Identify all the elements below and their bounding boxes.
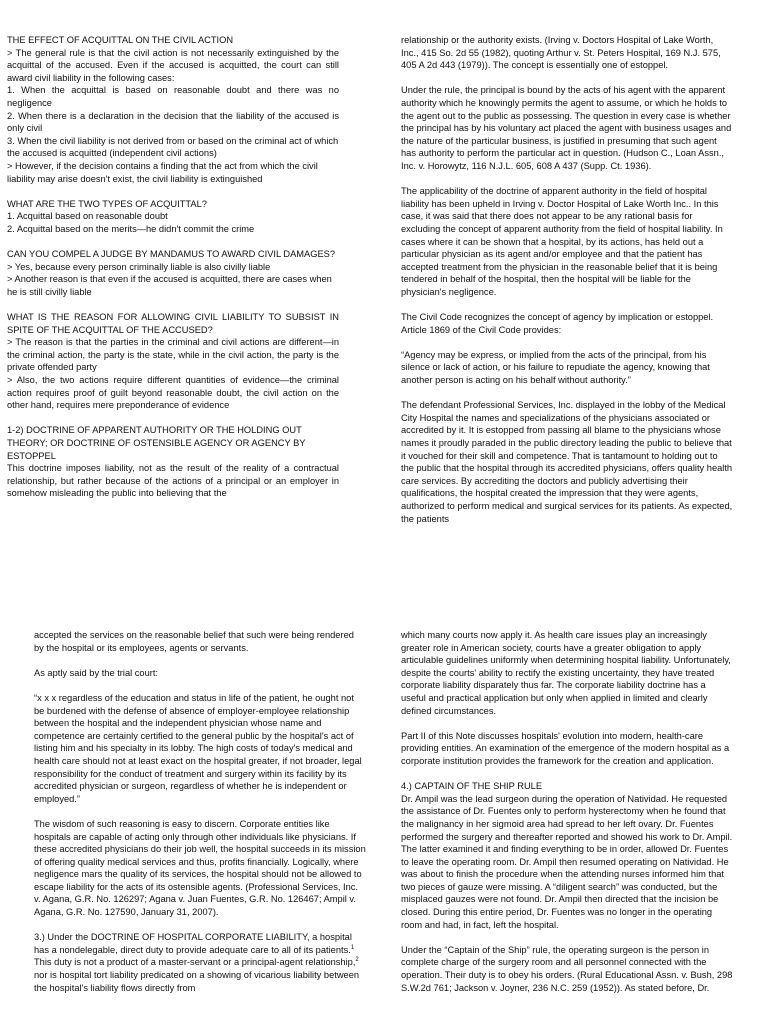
block-quote: “Agency may be express, or implied from the acts of the principal, from his silence or lack of action, or his failure to repudiate the agency, knowing that another person is acting on his behalf without authority.” <box>401 349 710 386</box>
paragraph: As aptly said by the trial court: <box>34 667 159 678</box>
paragraph: The Civil Code recognizes the concept of agency by implication or estoppel. Article 1869 of the Civil Code provides: <box>401 312 714 335</box>
paragraph: which many courts now apply it. As health care issues play an increasingly greater role in American society, courts have a greater obligation to apply articulable guidelines uniformly when determining hospital liability. Unfortunately, despite the courts' ability to rectify the existing uncertainty, they have treated corporate liability disparately thus far. The corporate liability doctrine has a useful and practical application but only when applied in limited and clearly defined circumstances. <box>401 630 731 716</box>
paragraph: accepted the services on the reasonable belief that such were being rendered by the hospital or its employees, agents or servants. <box>34 630 354 653</box>
corporate-liability-paragraph <box>34 931 366 994</box>
bottom-left-column <box>34 629 366 1024</box>
paragraph: The wisdom of such reasoning is easy to discern. Corporate entities like hospitals are capable of acting only through other individuals like physicians. If these accredited physicians do their job well, the hospital succeeds in its mission of offering quality medical services and thus, profits financially. Logically, where negligence mars the quality of its services, the hospital should not be allowed to escape liability for the acts of its ostensible agents. (Professional Services, Inc. v. Agana, G.R. No. 126297; Agana v. Juan Fuentes, G.R. No. 126467; Ampil v. Agana, G.R. No. 127590, January 31, 2007). <box>34 818 366 918</box>
text-segment: This duty is not a product of a master-servant or a principal-agent relationship, <box>34 957 356 968</box>
paragraph: Part II of this Note discusses hospitals' evolution into modern, health-care providing entities. An examination of the emergence of the modern hospital as a corporate institution provides the framework for the creation and application. <box>401 730 730 766</box>
block-quote: “x x x regardless of the education and status in life of the patient, he ought not be burdened with the defense of absence of employer-employee relationship between the hospital and the independent physician whose name and competence are certainly certified to the general public by the hospital's act of listing him and his specialty in its lobby. The high costs of today's medical and health care should not at least exact on the hospital greater, if not broader, legal responsibility for the conduct of treatment and surgery within its facility by its accredited physician or surgeon, regardless of whether he is independent or employed.” <box>34 692 362 804</box>
bottom-right-column <box>401 629 733 1024</box>
reason-line: > The reason is that the parties in the criminal and civil actions are different—in the criminal action, the party is the state, while in the civil action, the party is the private offended party <box>7 337 339 373</box>
text-segment: 3.) Under the DOCTRINE OF HOSPITAL CORPORATE LIABILITY, a hospital has a nondelegable, direct duty to provide adequate care to all of its patients. <box>34 932 352 955</box>
text-segment: nor is hospital tort liability predicated on a showing of vicarious liability between the hospital's liability flows directly from <box>34 970 360 993</box>
mandamus-line: > Yes, because every person criminally liable is also civilly liable <box>7 261 271 272</box>
effect-heading: THE EFFECT OF ACQUITTAL ON THE CIVIL ACTION <box>7 35 234 45</box>
effect-line: > The general rule is that the civil action is not necessarily extinguished by the acquittal of the accused. Even if the accused is acquitted, the court can still award civil liability in the following cases: <box>7 47 339 83</box>
effect-line: > However, if the decision contains a finding that the act from which the civil liability may arise doesn't exist, the civil liability is extinguished <box>7 160 318 184</box>
top-right-column <box>401 34 733 556</box>
doctrine-text: This doctrine imposes liability, not as the result of the reality of a contractual relationship, but rather because of the actions of a principal or an employer in somehow misleading the public into believing that the <box>7 463 339 499</box>
effect-line: 1. When the acquittal is based on reasonable doubt and there was no negligence <box>7 85 339 108</box>
captain-heading: 4.) CAPTAIN OF THE SHIP RULE <box>401 781 543 792</box>
footnote-marker: 2 <box>355 957 359 964</box>
paragraph: The defendant Professional Services, Inc. displayed in the lobby of the Medical City Hospital the names and specializations of the physicians associated or accredited by it. It is estopped from passing all blame to the physicians whose names it proudly paraded in the public directory leading the public to believe that it vouched for their skill and competence. That is tantamount to holding out to the public that the hospital through its accredited physicians, offers quality health care services. By accrediting the doctors and publicly advertising their qualifications, the hospital created the impression that they were agents, authorized to perform medical and surgical services for its patients. As expected, the patients <box>401 400 733 524</box>
top-left-column <box>7 34 339 556</box>
types-heading: WHAT ARE THE TWO TYPES OF ACQUITTAL? <box>7 198 207 209</box>
paragraph: The applicability of the doctrine of apparent authority in the field of hospital liability has been upheld in Irving v. Doctor Hospital of Lake Worth Inc.. In this case, it was said that there does not appear to be any rational basis for excluding the concept of apparent authority from the field of hospital liability. In cases where it can be shown that a hospital, by its actions, has held out a particular physician as its agent and/or employee and that the patient has accepted treatment from the physician in the reasonable belief that it is being tendered in behalf of the hospital, then the hospital will be liable for the physician's negligence. <box>401 186 723 297</box>
paragraph: relationship or the authority exists. (Irving v. Doctors Hospital of Lake Worth, Inc., 415 So. 2d 55 (1982), quoting Arthur v. St. Peters Hospital, 169 N.J. 575, 405 A 2d 443 (1979)). The concept is essentially one of estoppel. <box>401 35 721 71</box>
effect-line: 3. When the civil liability is not derived from or based on the criminal act of which the accused is acquitted (independent civil actions) <box>7 135 339 159</box>
footnote-marker: 1 <box>350 944 355 951</box>
reason-line: > Also, the two actions require different quantities of evidence—the criminal action requires proof of guilt beyond reasonable doubt, the civil action on the other hand, requires mere preponderance of evidence <box>7 375 339 411</box>
reason-heading: WHAT IS THE REASON FOR ALLOWING CIVIL LIABILITY TO SUBSIST IN SPITE OF THE ACQUITTAL OF THE ACCUSED? <box>7 312 339 335</box>
paragraph: Dr. Ampil was the lead surgeon during the operation of Natividad. He requested the assistance of Dr. Fuentes only to perform hysterectomy when he found that the malignancy in her sigmoid area had spread to her left ovary. Dr. Fuentes performed the surgery and thereafter reported and showed his work to Dr. Ampil. The latter examined it and finding everything to be in order, allowed Dr. Fuentes to leave the operating room. Dr. Ampil then resumed operating on Natividad. He was about to finish the procedure when the attending nurses informed him that two pieces of gauze were missing. A “diligent search” was conducted, but the misplaced gauzes were not found. Dr. Ampil then directed that the incision be closed. During this entire period, Dr. Fuentes was no longer in the operating room and had, in fact, left the hospital. <box>401 793 733 930</box>
doctrine-heading: 1-2) DOCTRINE OF APPARENT AUTHORITY OR THE HOLDING OUT THEORY; OR DOCTRINE OF OSTENSIBLE AGENCY OR AGENCY BY ESTOPPEL <box>7 425 306 461</box>
mandamus-heading: CAN YOU COMPEL A JUDGE BY MANDAMUS TO AWARD CIVIL DAMAGES? <box>7 249 336 260</box>
mandamus-line: > Another reason is that even if the accused is acquitted, there are cases when he is still civilly liable <box>7 274 332 297</box>
paragraph: Under the rule, the principal is bound by the acts of his agent with the apparent authority which he knowingly permits the agent to assume, or which he holds to the agent out to the public as possessing. The question in every case is whether the principal has by his voluntary act placed the agent with business usages and the nature of the particular business, is justified in presuming that such agent has authority to perform the particular act in question. (Hudson C., Loan Assn., Inc. v. Horowytz, 116 N.J.L. 605, 608 A 437 (Supp. Ct. 1936). <box>401 85 732 171</box>
types-line: 2. Acquittal based on the merits—he didn't commit the crime <box>7 223 255 234</box>
types-line: 1. Acquittal based on reasonable doubt <box>7 211 168 222</box>
effect-line: 2. When there is a declaration in the decision that the liability of the accused is only civil <box>7 110 339 134</box>
paragraph: Under the “Captain of the Ship” rule, the operating surgeon is the person in complete charge of the surgery room and all personnel connected with the operation. Their duty is to obey his orders. (Rural Educational Assn. v. Bush, 298 S.W.2d 761; Jackson v. Joyner, 236 N.C. 259 (1952)). As stated before, Dr. <box>401 944 733 993</box>
